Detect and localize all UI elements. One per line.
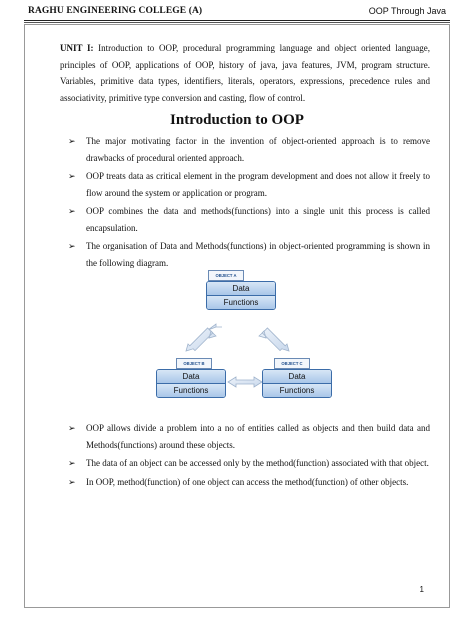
list-item (68, 133, 430, 166)
section-title: Introduction to OOP (170, 112, 304, 128)
list-item-text: OOP combines the data and methods(functions) into a single unit this process is called encapsulation. (86, 206, 430, 233)
list-item-text: The major motivating factor in the invention of object-oriented approach is to remove drawbacks of procedural oriented approach. (86, 136, 430, 163)
double-arrow-icon (228, 377, 262, 387)
functions-cell: Functions (207, 295, 275, 309)
arrow-bullet-icon: ➢ (68, 206, 76, 216)
object-box (156, 369, 226, 398)
double-arrow-icon (186, 328, 216, 351)
header-rule (24, 20, 450, 21)
arrow-bullet-icon: ➢ (68, 171, 76, 181)
unit-syllabus (60, 40, 430, 106)
object-tag: OBJECT B (176, 358, 212, 369)
list-item-text: The organisation of Data and Methods(functions) in object-oriented programming is shown in the following diagram. (86, 241, 430, 268)
object-box (206, 281, 276, 310)
list-item-text: OOP allows divide a problem into a no of entities called as objects and then build data and Methods(functions) around these objects. (86, 423, 430, 450)
unit-text: Introduction to OOP, procedural programming language and object oriented language, principles of OOP, applications of OOP, history of java, java features, JVM, program structure. Variables, primitive data types, identifiers, literals, operators, expressions, precedence rules and associativity, primitive type conversion and casting, flow of control. (60, 43, 430, 103)
list-item-text: The data of an object can be accessed only by the method(function) associated with that object. (86, 458, 429, 468)
object-tag: OBJECT A (208, 270, 244, 281)
arrow-bullet-icon: ➢ (68, 476, 76, 487)
list-item (68, 203, 430, 236)
functions-cell: Functions (263, 383, 331, 397)
object-box (262, 369, 332, 398)
data-cell: Data (207, 282, 275, 295)
list-item-text: OOP treats data as critical element in the program development and does not allow it freely to flow around the system or application or program. (86, 171, 430, 198)
bullet-list-bottom (68, 420, 430, 492)
list-item (68, 474, 430, 491)
list-item (68, 420, 430, 453)
arrow-bullet-icon: ➢ (68, 458, 76, 468)
oop-diagram (150, 268, 330, 408)
header-rule-thin (24, 22, 450, 23)
page-header (24, 0, 450, 22)
data-cell: Data (263, 370, 331, 383)
arrow-bullet-icon: ➢ (68, 241, 76, 251)
list-item-text: In OOP, method(function) of one object can access the method(function) of other objects. (86, 476, 409, 487)
data-cell: Data (157, 370, 225, 383)
bullet-list-top (68, 133, 430, 273)
list-item (68, 455, 430, 472)
header-college-name: RAGHU ENGINEERING COLLEGE (A) (28, 6, 203, 16)
double-arrow-icon (259, 328, 289, 351)
arrow-bullet-icon: ➢ (68, 136, 76, 146)
header-course-title: OOP Through Java (368, 6, 446, 16)
page-number: 1 (419, 585, 424, 594)
object-tag: OBJECT C (274, 358, 310, 369)
list-item (68, 238, 430, 271)
unit-label: UNIT I: (60, 43, 94, 53)
arrow-bullet-icon: ➢ (68, 423, 76, 433)
list-item (68, 168, 430, 201)
functions-cell: Functions (157, 383, 225, 397)
double-arrow-icon (208, 324, 222, 330)
